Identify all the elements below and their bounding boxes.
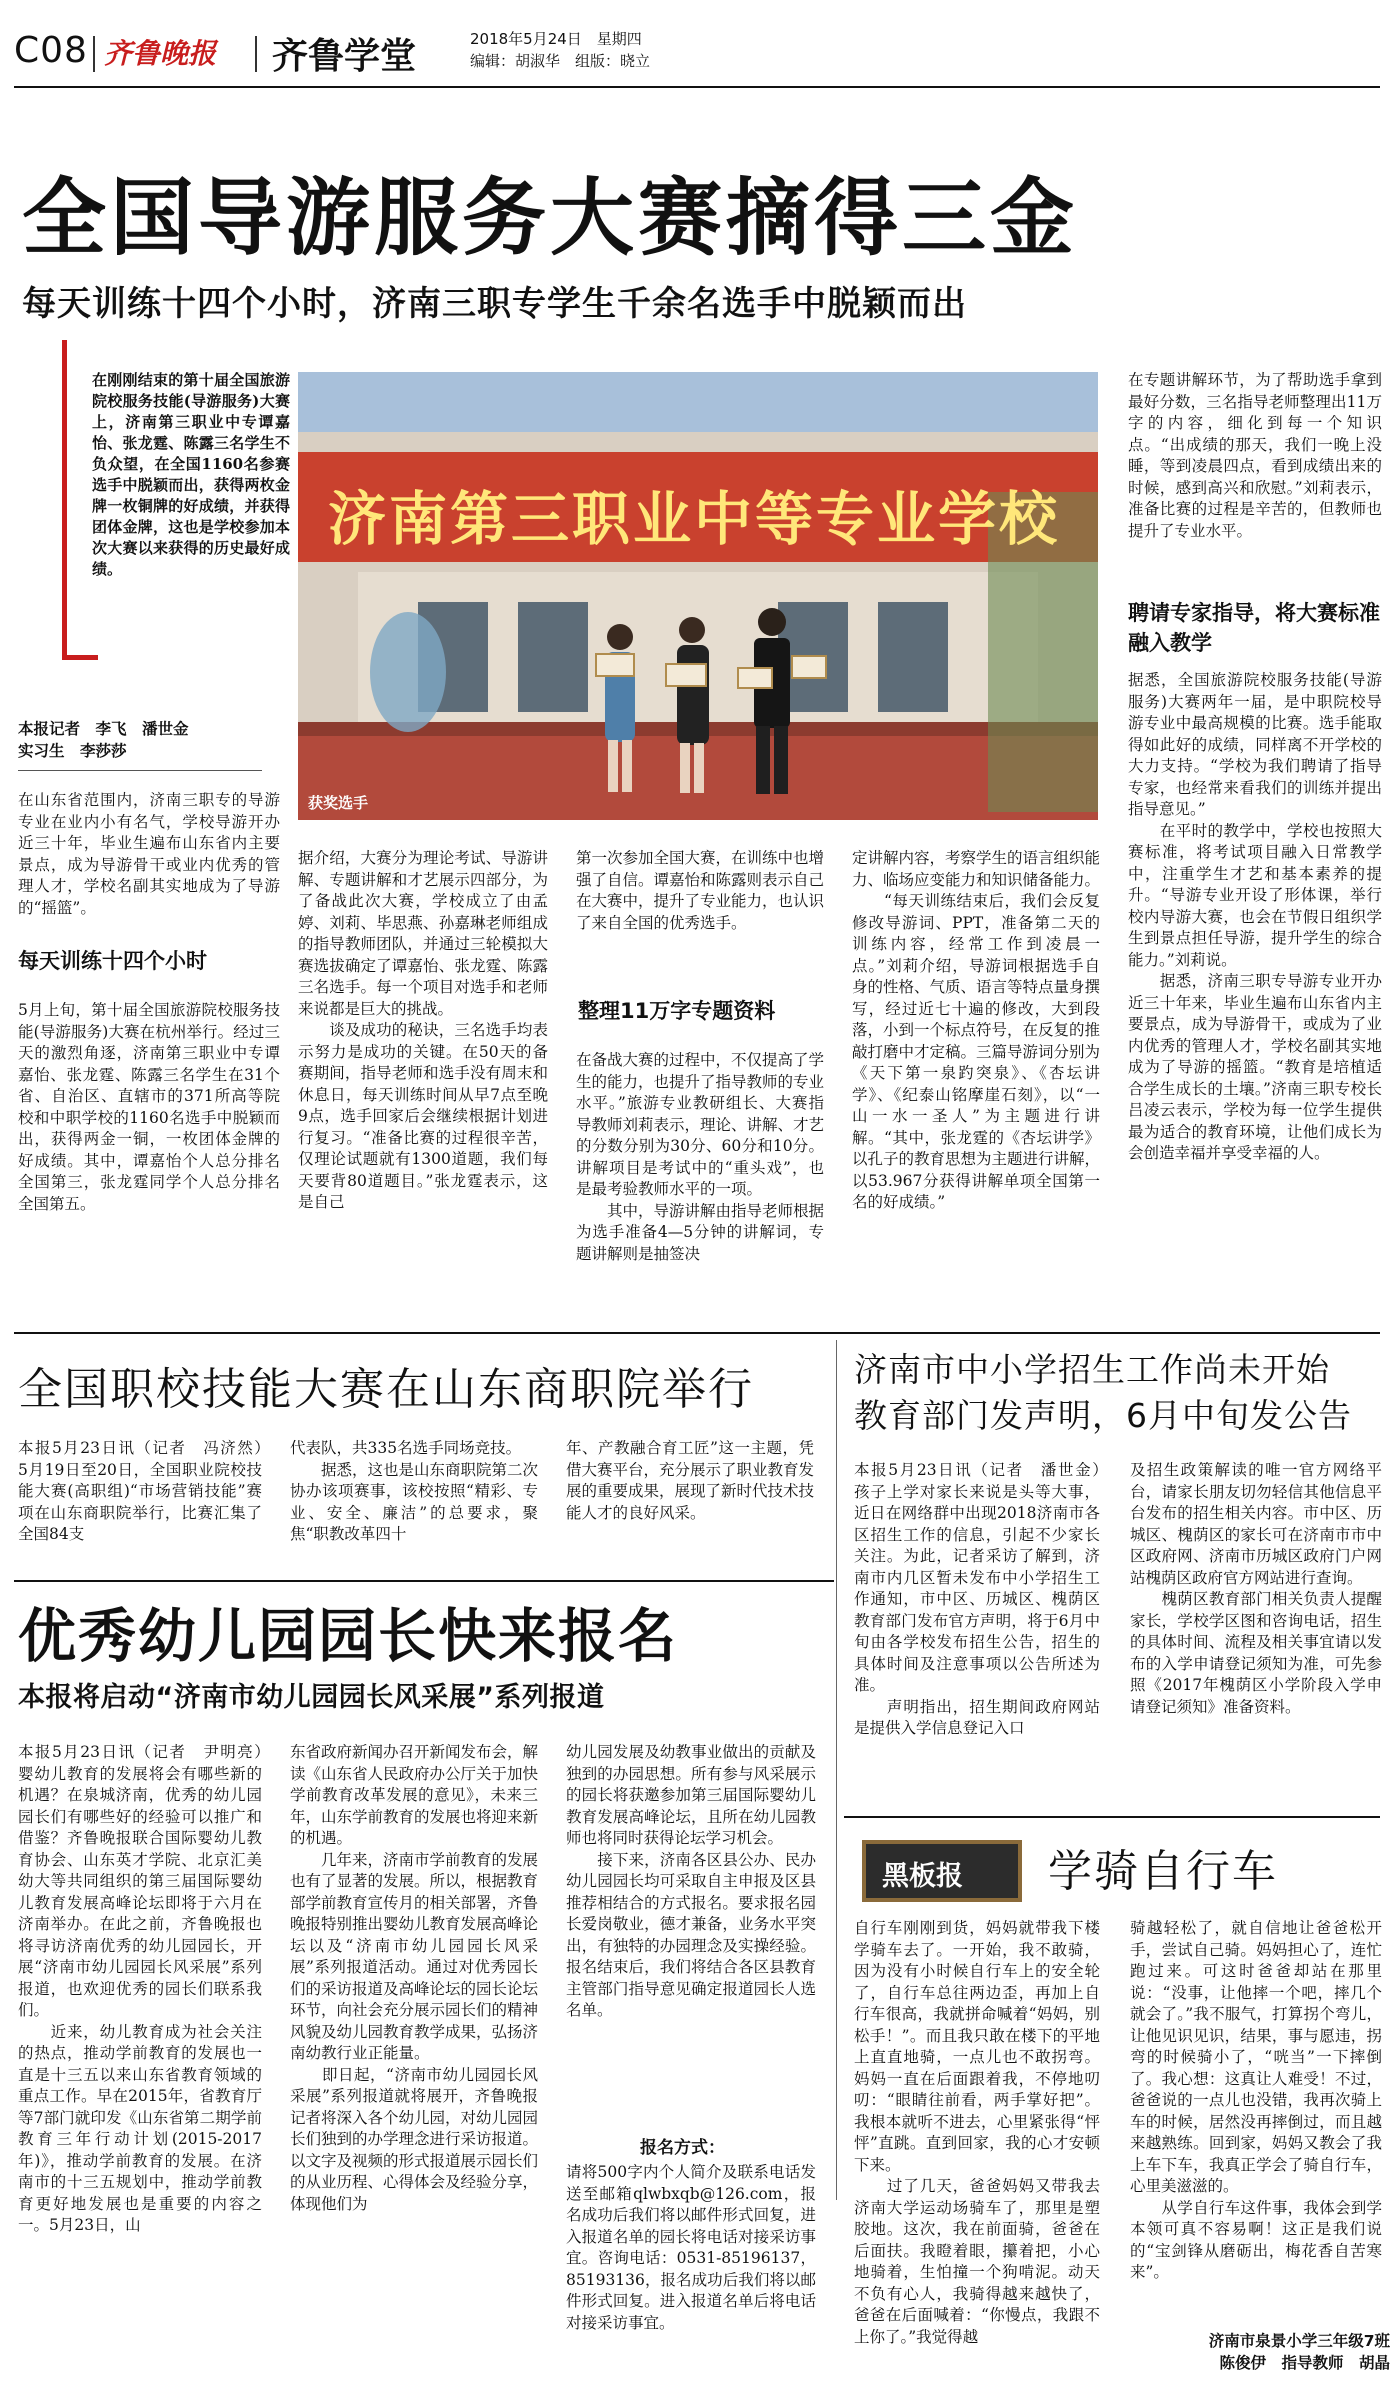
story2-bottom-rule	[14, 1580, 834, 1582]
header-divider-2	[255, 36, 257, 72]
story4-col2: 东省政府新闻办召开新闻发布会，解读《山东省人民政府办公厅关于加快学前教育改革发展的意见》，未来三年，山东学前教育的发展也将迎来新的机遇。 几年来，济南市学前教育的发展也有了显著的发展。所以，根据教育部学前教育宣传月的相关部署，齐鲁晚报特别推出婴幼儿教育发展高峰论坛以及“济南市幼儿园园长风采展”系列报道活动。通过对优秀园长们的采访报道及高峰论坛的园长论坛环节，向社会充分展示园长们的精神风貌及幼儿园教育教学成果，弘扬济南幼教行业正能量。 即日起，“济南市幼儿园园长风采展”系列报道就将展开，齐鲁晚报记者将深入各个幼儿园，对幼儿园园长们独到的办学理念进行采访报道。以文字及视频的形式报道展示园长们的从业历程、心得体会及经验分享，体现他们为	[290, 1743, 539, 2213]
story1-col5a: 在专题讲解环节，为了帮助选手拿到最好分数，三名指导老师整理出11万字的内容，细化到每一个知识点。“出成绩的那天，我们一晚上没睡，等到凌晨四点，看到成绩出来的时候，感到高兴和欣慰。”刘莉表示，准备比赛的过程是辛苦的，但教师也提升了专业水平。	[1128, 371, 1382, 540]
story3-headline-2: 教育部门发声明，6月中旬发公告	[854, 1396, 1352, 1435]
story1-col5b: 据悉，全国旅游院校服务技能(导游服务)大赛两年一届，是中职院校导游专业中最高规模的比赛。选手能取得如此好的成绩，同样离不开学校的大力支持。“学校为我们聘请了指导专家，也经常来看我们的训练并提出指导意见。” 在平时的教学中，学校也按照大赛标准，将考试项目融入日常教学中，注重学生才艺和基本素养的提升。“导游专业开设了形体课，举行校内导游大赛，也会在节假日组织学生到景点担任导游，提升学生的综合能力。”刘莉说。 据悉，济南三职专导游专业开办近三十年来，毕业生遍布山东省内主要景点，成为导游骨干，或成为了业内优秀的管理人才，学校名副其实地成为了导游的摇篮。“教育是培植适合学生成长的土壤。”济南三职专校长吕凌云表示，学校为每一位学生提供最为适合的教育环境，让他们成长为会创造幸福并享受幸福的人。	[1128, 671, 1382, 1162]
story1-col3b: 在备战大赛的过程中，不仅提高了学生的能力，也提升了指导教师的专业水平。”旅游专业教研组长、大赛指导教师刘莉表示，理论、讲解、才艺的分数分别为30分、60分和10分。讲解项目是考试中的“重头戏”，也是最考验教师水平的一项。 其中，导游讲解由指导老师根据为选手准备4—5分钟的讲解词，专题讲解则是抽签决	[576, 1051, 825, 1263]
photo-caption: 获奖选手	[308, 794, 369, 812]
story4-signup-subhead: 报名方式：	[640, 2138, 725, 2158]
award-photo	[298, 372, 1098, 820]
story1-col1a: 在山东省范围内，济南三职专的导游专业在业内小有名气，学校导游开办近三十年，毕业生遍布山东省内主要景点，成为导游骨干或业内优秀的管理人才，学校名副其实地成为了导游的“摇篮”。	[18, 791, 280, 917]
story1-byline: 本报记者 李飞 潘世金 实习生 李莎莎	[18, 720, 189, 760]
blackboard-badge	[862, 1840, 1022, 1902]
story1-col3-subhead: 整理11万字专题资料	[578, 999, 776, 1023]
story4-headline: 优秀幼儿园园长快来报名	[18, 1602, 679, 1670]
story3-headline-1: 济南市中小学招生工作尚未开始	[854, 1350, 1330, 1389]
page-number: C08	[14, 30, 88, 71]
story1-col4: 定讲解内容，考察学生的语言组织能力、临场应变能力和知识储备能力。 “每天训练结束后，我们会反复修改导游词、PPT，准备第二天的训练内容，经常工作到凌晨一点。”刘莉介绍，导游词根据选手自身的性格、气质、语言等特点量身撰写，经过近七十遍的修改，大到段落，小到一个标点符号，在反复的推敲打磨中才定稿。三篇导游词分别为《天下第一泉趵突泉》、《杏坛讲学》、《纪泰山铭摩崖石刻》，以“一山一水一圣人”为主题进行讲解。“其中，张龙霆的《杏坛讲学》以孔子的教育思想为主题进行讲解，以53.967分获得讲解单项全国第一名的好成绩。”	[852, 849, 1101, 1211]
story4-subhead: 本报将启动“济南市幼儿园园长风采展”系列报道	[18, 1682, 605, 1713]
school-building-graphic	[298, 372, 1098, 820]
blackboard-badge-text: 黑板报	[882, 1861, 963, 1892]
column-divider	[836, 1340, 837, 2200]
story2-col3: 年、产教融合育工匠”这一主题，凭借大赛平台，充分展示了职业教育发展的重要成果，展现了新时代技术技能人才的良好风采。	[566, 1439, 815, 1522]
paper-logo: 齐鲁晚报	[104, 37, 217, 70]
story1-col5-subhead: 聘请专家指导，将大赛标准融入教学	[1128, 601, 1380, 655]
story1-col3a: 第一次参加全国大赛，在训练中也增强了自信。谭嘉怡和陈露则表示自己在大赛中，提升了专业能力，也认识了来自全国的优秀选手。	[576, 849, 825, 932]
photo-sign-text: 济南第三职业中等专业学校	[328, 485, 1061, 553]
story1-col1-subhead: 每天训练十四个小时	[18, 949, 207, 973]
story4-col3a: 幼儿园发展及幼教事业做出的贡献及独到的办园思想。所有参与风采展示的园长将获邀参加第三届国际婴幼儿教育发展高峰论坛，且所在幼儿园教师也将同时获得论坛学习机会。 接下来，济南各区县公办、民办幼儿园园长均可采取自主申报及区县推荐相结合的方式报名。要求报名园长爱岗敬业，德才兼备，业务水平突出，有独特的办园理念及实操经验。报名结束后，我们将结合各区县教育主管部门指导意见确定报道园长人选名单。	[566, 1743, 816, 2019]
story3-bottom-rule	[844, 1816, 1380, 1818]
story2-col1: 本报5月23日讯（记者 冯济然） 5月19日至20日，全国职业院校技能大赛(高职组)“市场营销技能”赛项在山东商职院举行，比赛汇集了全国84支	[18, 1439, 278, 1543]
issue-date: 2018年5月24日 星期四	[470, 30, 642, 48]
story5-headline: 学骑自行车	[1048, 1846, 1278, 1897]
byline-rule	[18, 770, 262, 771]
story1-bottom-rule	[14, 1332, 1380, 1334]
story5-signature: 济南市泉景小学三年级7班 陈俊伊 指导教师 胡晶	[1208, 2332, 1390, 2372]
header-rule	[14, 86, 1380, 88]
story4-col1: 本报5月23日讯（记者 尹明亮） 婴幼儿教育的发展将会有哪些新的机遇？在泉城济南，优秀的幼儿园园长们有哪些好的经验可以推广和借鉴？齐鲁晚报联合国际婴幼儿教育协会、山东英才学院、北京汇美幼大等共同组织的第三届国际婴幼儿教育发展高峰论坛即将于六月在济南举办。在此之前，齐鲁晚报也将寻访济南优秀的幼儿园园长，开展“济南市幼儿园园长风采展”系列报道，也欢迎优秀的园长们联系我们。 近来，幼儿教育成为社会关注的热点，推动学前教育的发展也一直是十三五以来山东省教育领域的重点工作。早在2015年，省教育厅等7部门就印发《山东省第二期学前教育三年行动计划(2015-2017年)》，推动学前教育的发展。在济南市的十三五规划中，推动学前教育更好地发展也是重要的内容之一。5月23日，山	[18, 1743, 262, 2234]
story1-subhead: 每天训练十四个小时，济南三职专学生千余名选手中脱颖而出	[22, 284, 967, 324]
story1-col2: 据介绍，大赛分为理论考试、导游讲解、专题讲解和才艺展示四部分，为了备战此次大赛，学校成立了由孟婷、刘莉、毕思燕、孙嘉琳老师组成的指导教师团队，并通过三轮模拟大赛选拔确定了谭嘉怡、张龙霆、陈露三名选手。每一个项目对选手和老师来说都是巨大的挑战。 谈及成功的秘诀，三名选手均表示努力是成功的关键。在50天的备赛期间，指导老师和选手没有周末和休息日，每天训练时间从早7点至晚9点，选手回家后会继续根据计划进行复习。“准备比赛的过程很辛苦，仅理论试题就有1300道题，我们每天要背80道题目。”张龙霆表示，这是自己	[298, 849, 548, 1211]
story2-col2: 代表队，共335名选手同场竞技。 据悉，这也是山东商职院第二次协办该项赛事，该校按照“精彩、专业、安全、廉洁”的总要求，聚焦“职教改革四十	[290, 1439, 539, 1543]
story2-headline: 全国职校技能大赛在山东商职院举行	[18, 1364, 754, 1415]
lead-accent-bar	[62, 340, 67, 660]
story1-lead: 在刚刚结束的第十届全国旅游院校服务技能(导游服务)大赛上，济南第三职业中专谭嘉怡、张龙霆、陈露三名学生不负众望，在全国1160名参赛选手中脱颖而出，获得两枚金牌一枚铜牌的好成绩，并获得团体金牌，这也是学校参加本次大赛以来获得的历史最好成绩。	[92, 371, 290, 578]
story1-col1b: 5月上旬，第十届全国旅游院校服务技能(导游服务)大赛在杭州举行。经过三天的激烈角逐，济南第三职业中专谭嘉怡、张龙霆、陈露三名学生在31个省、自治区、直辖市的371所高等院校和中职学校的1160名选手中脱颖而出，获得两金一铜，一枚团体金牌的好成绩。其中，谭嘉怡个人总分排名全国第三，张龙霆同学个人总分排名全国第五。	[18, 1001, 280, 1213]
section-title: 齐鲁学堂	[272, 36, 417, 77]
story5-col1: 自行车刚刚到货，妈妈就带我下楼学骑车去了。一开始，我不敢骑，因为没有小时候自行车上的安全轮了，自行车总往两边歪，再加上自行车很高，我就拼命喊着“妈妈，别松手！”。而且我只敢在楼下的平地上直直地骑，一点儿也不敢拐弯。妈妈一直在后面跟着我，不停地叨叨：“眼睛往前看，两手掌好把”。我根本就听不进去，心里紧张得“怦怦”直跳。直到回家，我的心才安顿下来。 过了几天，爸爸妈妈又带我去济南大学运动场骑车了，那里是塑胶地。这次，我在前面骑，爸爸在后面扶。我瞪着眼，攥着把，小心地骑着，生怕撞一个狗啃泥。动天不负有心人，我骑得越来越快了，爸爸在后面喊着：“你慢点，我跟不上你了。”我觉得越	[854, 1919, 1100, 2346]
header-divider-1	[93, 36, 95, 72]
story4-col3b: 请将500字内个人简介及联系电话发送至邮箱qlwbxqb@126.com，报名成功后我们将以邮件形式回复，进入报道名单的园长将电话对接采访事宜。咨询电话：0531-85196137，85193136，报名成功后我们将以邮件形式回复。进入报道名单后将电话对接采访事宜。	[566, 2163, 816, 2332]
story3-col2: 及招生政策解读的唯一官方网络平台，请家长朋友切勿轻信其他信息平台发布的招生相关内容。市中区、历城区、槐荫区的家长可在济南市市中区政府网、济南市历城区政府门户网站槐荫区政府官方网站进行查询。 槐荫区教育部门相关负责人提醒家长，学校学区图和咨询电话，招生的具体时间、流程及相关事宜请以发布的入学申请登记须知为准，可先参照《2017年槐荫区小学阶段入学申请登记须知》准备资料。	[1130, 1461, 1382, 1716]
story5-col2: 骑越轻松了，就自信地让爸爸松开手，尝试自己骑。妈妈担心了，连忙跑过来。可这时爸爸却站在那里说：“没事，让他摔一个吧，摔几个就会了。”我不服气，打算拐个弯儿，让他见识见识，结果，事与愿违，拐弯的时候骑小了，“咣当”一下摔倒了。我心想：这真让人难受！不过，爸爸说的一点儿也没错，我再次骑上车的时候，居然没再摔倒过，而且越来越熟练。回到家，妈妈又教会了我上车下车，我真正学会了骑自行车，心里美滋滋的。 从学自行车这件事，我体会到学本领可真不容易啊！这正是我们说的“宝剑锋从磨砺出，梅花香自苦寒来”。	[1130, 1919, 1382, 2281]
page-editors: 编辑：胡淑华 组版：晓立	[470, 52, 651, 70]
story1-headline: 全国导游服务大赛摘得三金	[22, 169, 1079, 267]
story3-col1: 本报5月23日讯（记者 潘世金） 孩子上学对家长来说是头等大事，近日在网络群中出现2018济南市各区招生工作的信息，引起不少家长关注。为此，记者采访了解到，济南市内几区暂未发布中小学招生工作通知，市中区、历城区、槐荫区教育部门发布官方声明，将于6月中旬由各学校发布招生公告，招生的具体时间及注意事项以公告所述为准。 声明指出，招生期间政府网站是提供入学信息登记入口	[854, 1461, 1100, 1737]
